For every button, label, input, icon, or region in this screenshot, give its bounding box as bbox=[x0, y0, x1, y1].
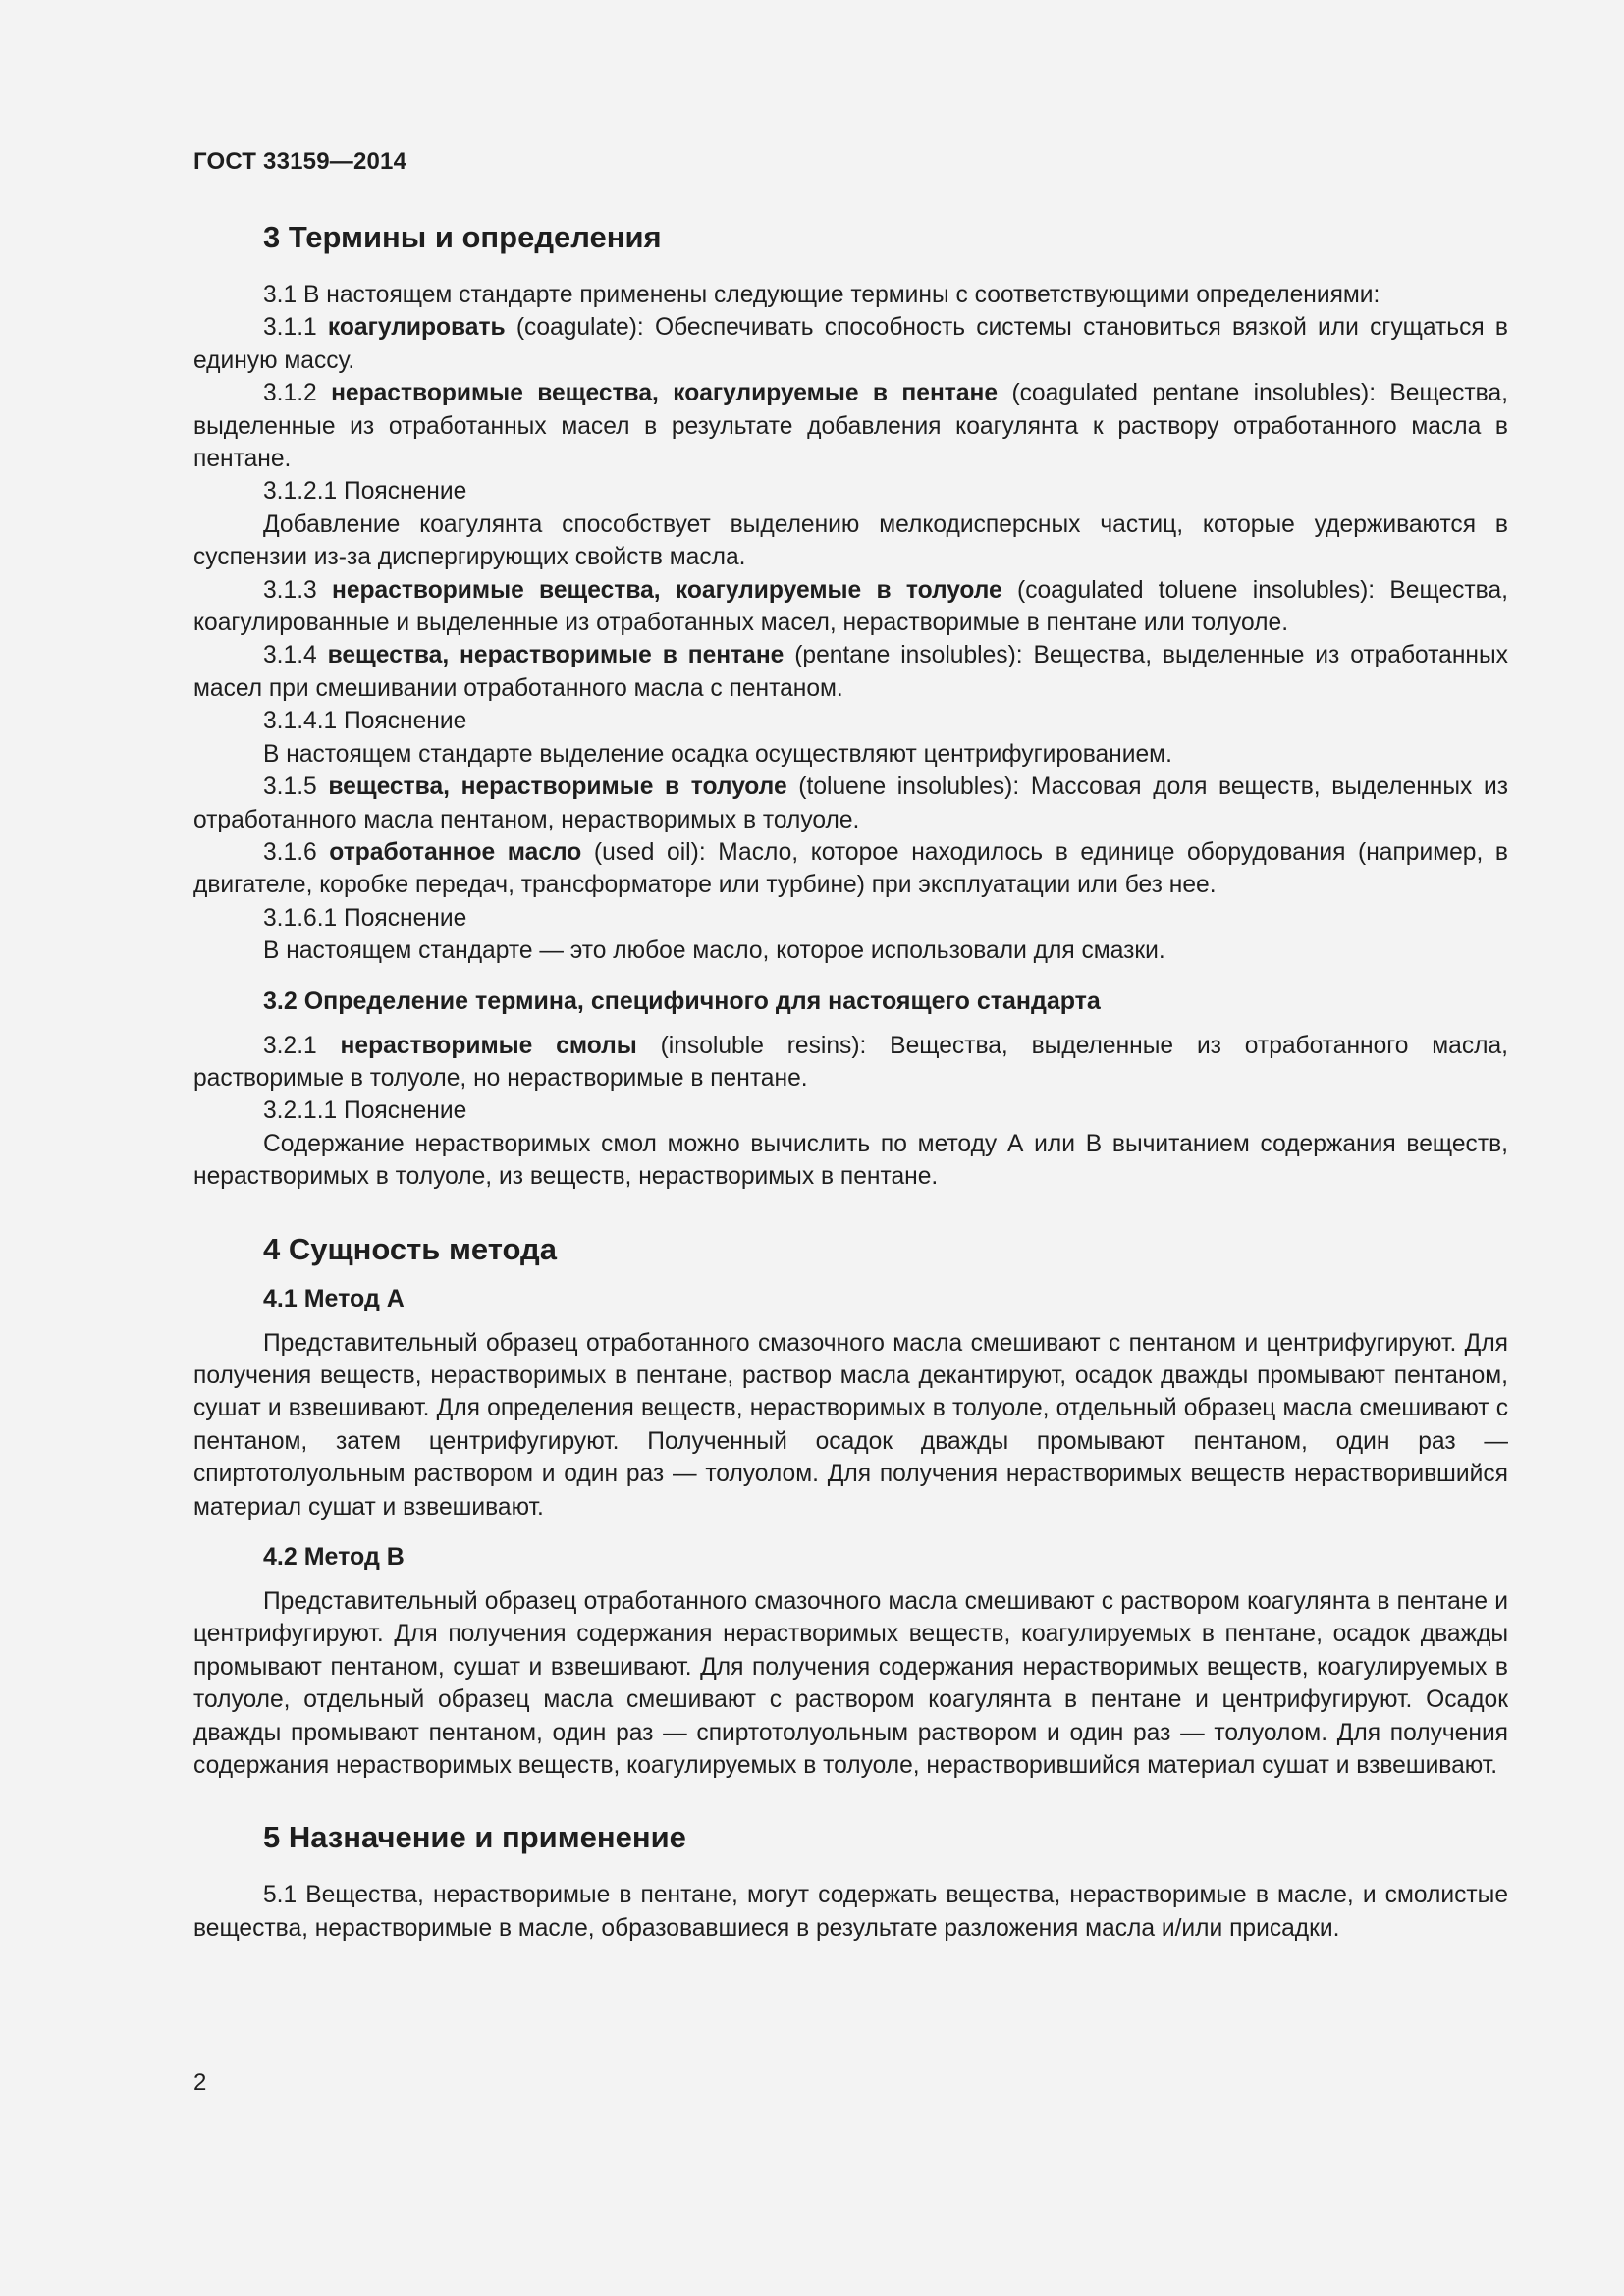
para-3-1-2 bbox=[193, 377, 1508, 475]
clause-number: 3.1.4 bbox=[263, 642, 328, 669]
term-definition: (pentane insolubles): Вещества, выделенные из отработанных масел при смешивании отработанного масла с пентаном. bbox=[193, 642, 1508, 702]
clause-number: 3.1.6 bbox=[263, 838, 330, 866]
para-3-1-5 bbox=[193, 771, 1508, 836]
document-body bbox=[193, 218, 1508, 1945]
clause-number: 3.1.5 bbox=[263, 774, 329, 801]
para-4-1: Представительный образец отработанного смазочного масла смешивают с пентаном и центрифугируют. Для получения веществ, нерастворимых в пентане, раствор масла декантируют, осадок дважды промывают пентаном, сушат и взвешивают. Для определения веществ, нерастворимых в толуоле, отдельный образец масла смешивают с пентаном, затем центрифугируют. Полученный осадок дважды промывают пентаном, один раз — спиртотолуольным раствором и один раз — толуолом. Для получения нерастворимых веществ нерастворившийся материал сушат и взвешивают. bbox=[193, 1329, 1508, 1521]
para-5-1: 5.1 Вещества, нерастворимые в пентане, могут содержать вещества, нерастворимые в масле, и смолистые вещества, нерастворимые в масле, образовавшиеся в результате разложения масла и/или присадки. bbox=[193, 1882, 1508, 1942]
para-3-1-6 bbox=[193, 836, 1508, 902]
document-header-id: ГОСТ 33159—2014 bbox=[193, 148, 407, 175]
para-3-1-6-1-text: В настоящем стандарте — это любое масло, которое использовали для смазки. bbox=[263, 937, 1165, 965]
term-definition: (toluene insolubles): Массовая доля веществ, выделенных из отработанного масла пентаном, нерастворимых в толуоле. bbox=[193, 774, 1508, 833]
para-3-1: 3.1 В настоящем стандарте применены следующие термины с соответствующими определениями: bbox=[263, 282, 1380, 308]
term-bold: нерастворимые вещества, коагулируемые в пентане bbox=[331, 380, 999, 407]
para-3-2-1-1: 3.2.1.1 Пояснение bbox=[263, 1097, 467, 1125]
para-3-1-1 bbox=[193, 311, 1508, 377]
para-3-1-4 bbox=[193, 639, 1508, 705]
section-5-heading: 5 Назначение и применение bbox=[263, 1820, 686, 1855]
clause-number: 3.1.1 bbox=[263, 314, 328, 342]
subsection-4-2-heading: 4.2 Метод В bbox=[263, 1543, 405, 1571]
para-3-1-2-1-text: Добавление коагулянта способствует выделению мелкодисперсных частиц, которые удерживаются в суспензии из-за диспергирующих свойств масла. bbox=[193, 510, 1508, 571]
para-3-1-4-1-text: В настоящем стандарте выделение осадка осуществляют центрифугированием. bbox=[263, 740, 1172, 768]
para-3-2-1-1-text: Содержание нерастворимых смол можно вычислить по методу А или В вычитанием содержания веществ, нерастворимых в толуоле, из веществ, нерастворимых в пентане. bbox=[193, 1130, 1508, 1191]
subsection-4-1-heading: 4.1 Метод А bbox=[263, 1284, 405, 1312]
term-definition: (used oil): Масло, которое находилось в единице оборудования (например, в двигателе, коробке передач, трансформаторе или турбине) при эксплуатации или без нее. bbox=[193, 838, 1508, 899]
term-definition: (insoluble resins): Вещества, выделенные из отработанного масла, растворимые в толуоле, но нерастворимые в пентане. bbox=[193, 1032, 1508, 1092]
term-bold: вещества, нерастворимые в толуоле bbox=[328, 774, 787, 801]
term-definition: (coagulated toluene insolubles): Вещества, коагулированные и выделенные из отработанных масел, нерастворимые в пентане или толуоле. bbox=[193, 576, 1508, 637]
term-bold: коагулировать bbox=[327, 314, 506, 342]
para-4-2: Представительный образец отработанного смазочного масла смешивают с раствором коагулянта в пентане и центрифугируют. Для получения содержания нерастворимых веществ, коагулируемых в пентане, осадок дважды промывают пентаном, сушат и взвешивают. Для получения содержания нерастворимых веществ, коагулируемых в толуоле, отдельный образец масла смешивают с раствором коагулянта в пентане и центрифугируют. Осадок дважды промывают пентаном, один раз — спиртотолуольным раствором и один раз — толуолом. Для получения содержания нерастворимых веществ, коагулируемых в толуоле, нерастворившийся материал сушат и взвешивают. bbox=[193, 1588, 1508, 1780]
term-bold: вещества, нерастворимые в пентане bbox=[327, 642, 785, 669]
section-3-heading: 3 Термины и определения bbox=[263, 220, 662, 254]
clause-number: 3.1.3 bbox=[263, 576, 332, 604]
page-number: 2 bbox=[193, 2069, 207, 2096]
para-3-1-3 bbox=[193, 574, 1508, 640]
term-bold: отработанное масло bbox=[329, 838, 582, 866]
clause-number: 3.2.1 bbox=[263, 1032, 341, 1059]
section-4-heading: 4 Сущность метода bbox=[263, 1231, 557, 1266]
term-definition: (coagulate): Обеспечивать способность системы становиться вязкой или сгущаться в единую массу. bbox=[193, 314, 1508, 374]
para-3-2-1 bbox=[193, 1030, 1508, 1095]
term-definition: (coagulated pentane insolubles): Вещества, выделенные из отработанных масел в результате добавления коагулянта к раствору отработанного масла в пентане. bbox=[193, 380, 1508, 473]
clause-number: 3.1.2 bbox=[263, 380, 332, 407]
para-3-1-6-1: 3.1.6.1 Пояснение bbox=[263, 904, 467, 932]
subsection-3-2-heading: 3.2 Определение термина, специфичного для настоящего стандарта bbox=[263, 987, 1101, 1015]
para-3-1-2-1: 3.1.2.1 Пояснение bbox=[263, 478, 467, 506]
term-bold: нерастворимые смолы bbox=[340, 1032, 637, 1059]
term-bold: нерастворимые вещества, коагулируемые в толуоле bbox=[331, 576, 1002, 604]
para-3-1-4-1: 3.1.4.1 Пояснение bbox=[263, 708, 467, 735]
